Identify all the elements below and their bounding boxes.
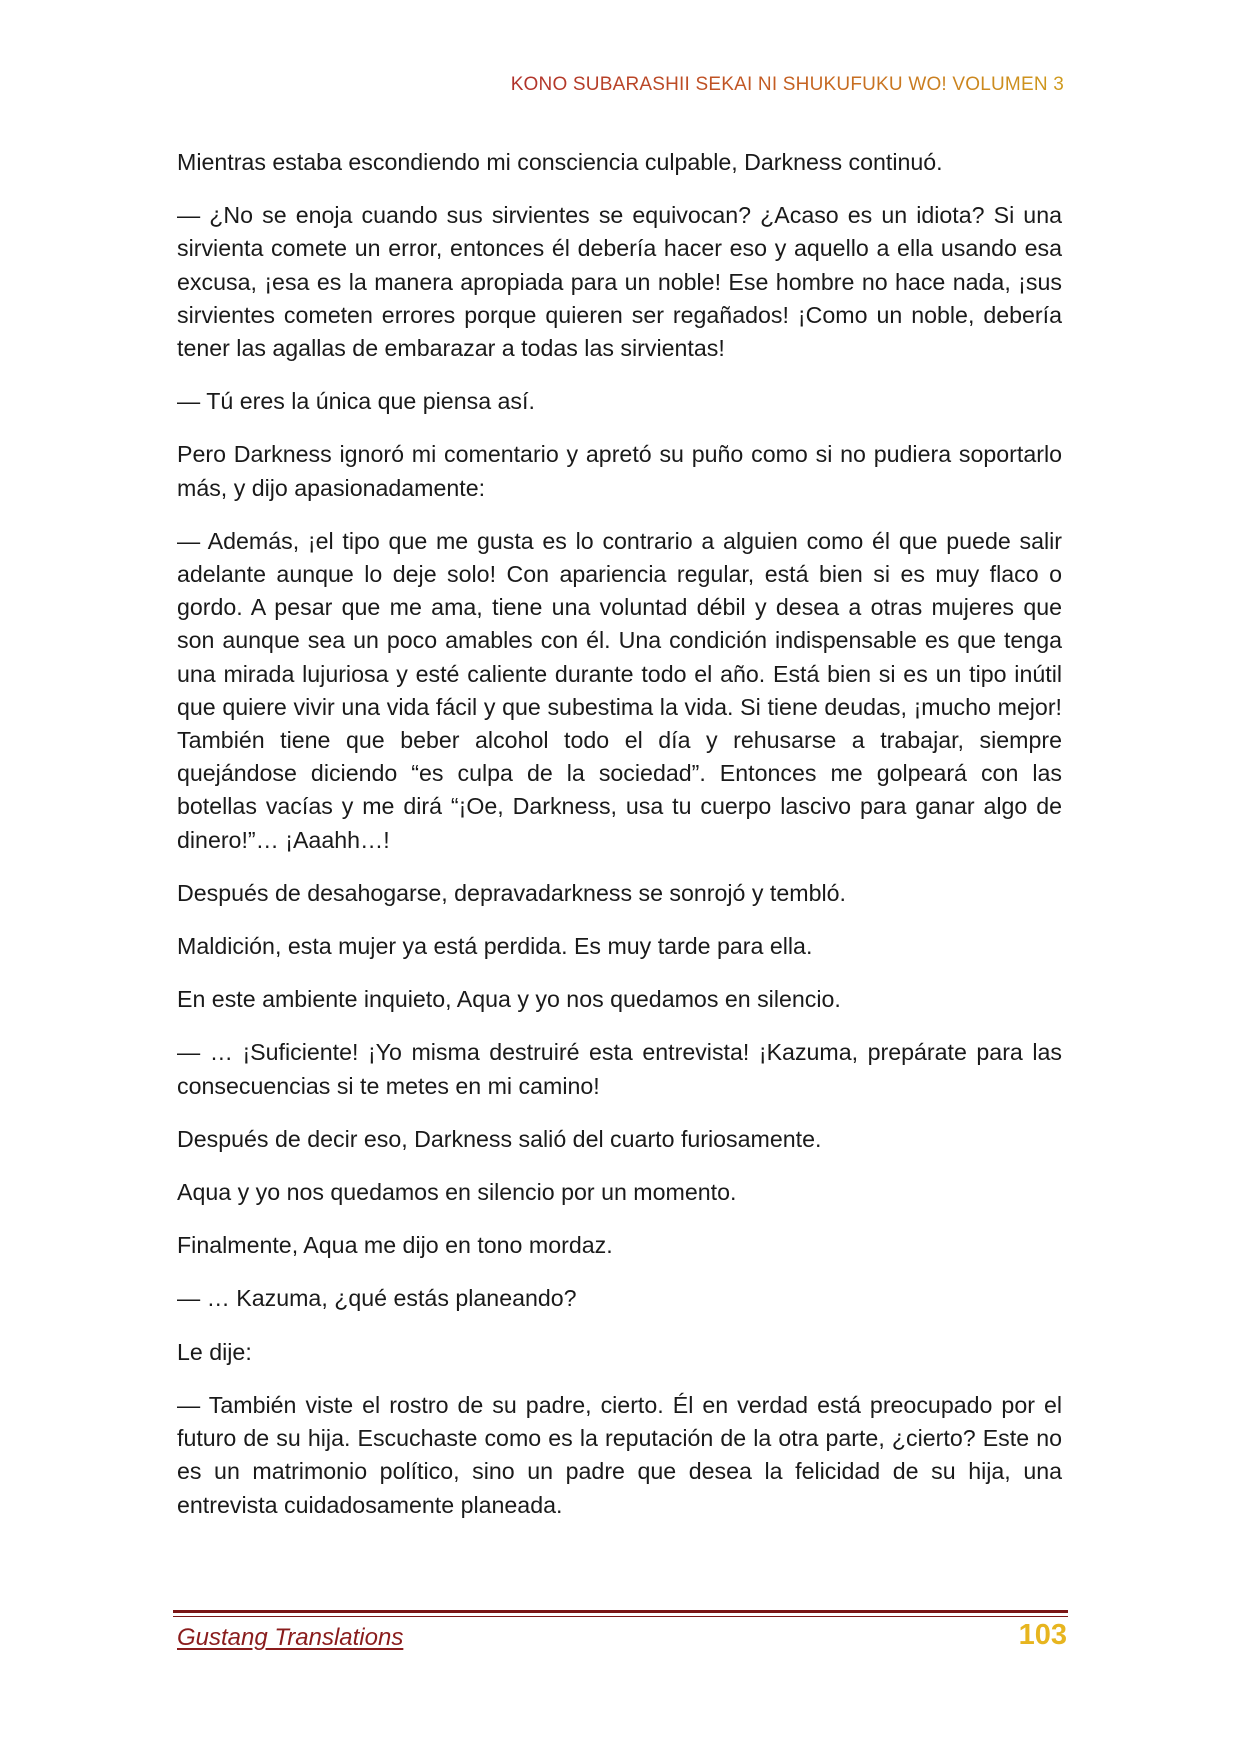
paragraph: Le dije: <box>177 1338 252 1365</box>
footer-credit: Gustang Translations <box>177 1624 404 1651</box>
running-header: KONO SUBARASHII SEKAI NI SHUKUFUKU WO! VOLUMEN 3 <box>510 74 1064 95</box>
paragraph: — ¿No se enoja cuando sus sirvientes se equivocan? ¿Acaso es un idiota? Si una sirvienta comete un error, entonces él debería hacer eso y aquello a ella usando esa excusa, ¡esa es la manera apropiada para un noble! Ese hombre no hace nada, ¡sus sirvientes cometen errores porque quieren ser regañados! ¡Como un noble, debería tener las agallas de embarazar a todas las sirvientas! <box>177 202 1062 362</box>
paragraph: Finalmente, Aqua me dijo en tono mordaz. <box>177 1232 613 1259</box>
paragraph: Después de decir eso, Darkness salió del cuarto furiosamente. <box>177 1125 822 1152</box>
paragraph: — También viste el rostro de su padre, cierto. Él en verdad está preocupado por el futuro de su hija. Escuchaste como es la reputación de la otra parte, ¿cierto? Este no es un matrimonio político, sino un padre que desea la felicidad de su hija, una entrevista cuidadosamente planeada. <box>177 1391 1062 1518</box>
paragraph: — Además, ¡el tipo que me gusta es lo contrario a alguien como él que puede salir adelante aunque lo deje solo! Con apariencia regular, está bien si es muy flaco o gordo. A pesar que me ama, tiene una voluntad débil y desea a otras mujeres que son aunque sea un poco amables con él. Una condición indispensable es que tenga una mirada lujuriosa y esté caliente durante todo el año. Está bien si es un tipo inútil que quiere vivir una vida fácil y que subestima la vida. Si tiene deudas, ¡mucho mejor! También tiene que beber alcohol todo el día y rehusarse a trabajar, siempre quejándose diciendo “es culpa de la sociedad”. Entonces me golpeará con las botellas vacías y me dirá “¡Oe, Darkness, usa tu cuerpo lascivo para ganar algo de dinero!”… ¡Aaahh…! <box>177 527 1062 853</box>
paragraph: Después de desahogarse, depravadarkness se sonrojó y tembló. <box>177 879 846 906</box>
footer-divider <box>173 1610 1068 1617</box>
paragraph: — Tú eres la única que piensa así. <box>177 388 535 415</box>
paragraph: Mientras estaba escondiendo mi consciencia culpable, Darkness continuó. <box>177 149 943 175</box>
paragraph: Maldición, esta mujer ya está perdida. Es muy tarde para ella. <box>177 933 813 960</box>
paragraph: Aqua y yo nos quedamos en silencio por un momento. <box>177 1179 737 1206</box>
paragraph: — … Kazuma, ¿qué estás planeando? <box>177 1285 577 1312</box>
paragraph: — … ¡Suficiente! ¡Yo misma destruiré esta entrevista! ¡Kazuma, prepárate para las consecuencias si te metes en mi camino! <box>177 1039 1062 1099</box>
page-body <box>177 146 1062 1542</box>
page-number: 103 <box>1018 1619 1067 1651</box>
paragraph: Pero Darkness ignoró mi comentario y apretó su puño como si no pudiera soportarlo más, y dijo apasionadamente: <box>177 441 1062 501</box>
paragraph: En este ambiente inquieto, Aqua y yo nos quedamos en silencio. <box>177 986 841 1013</box>
